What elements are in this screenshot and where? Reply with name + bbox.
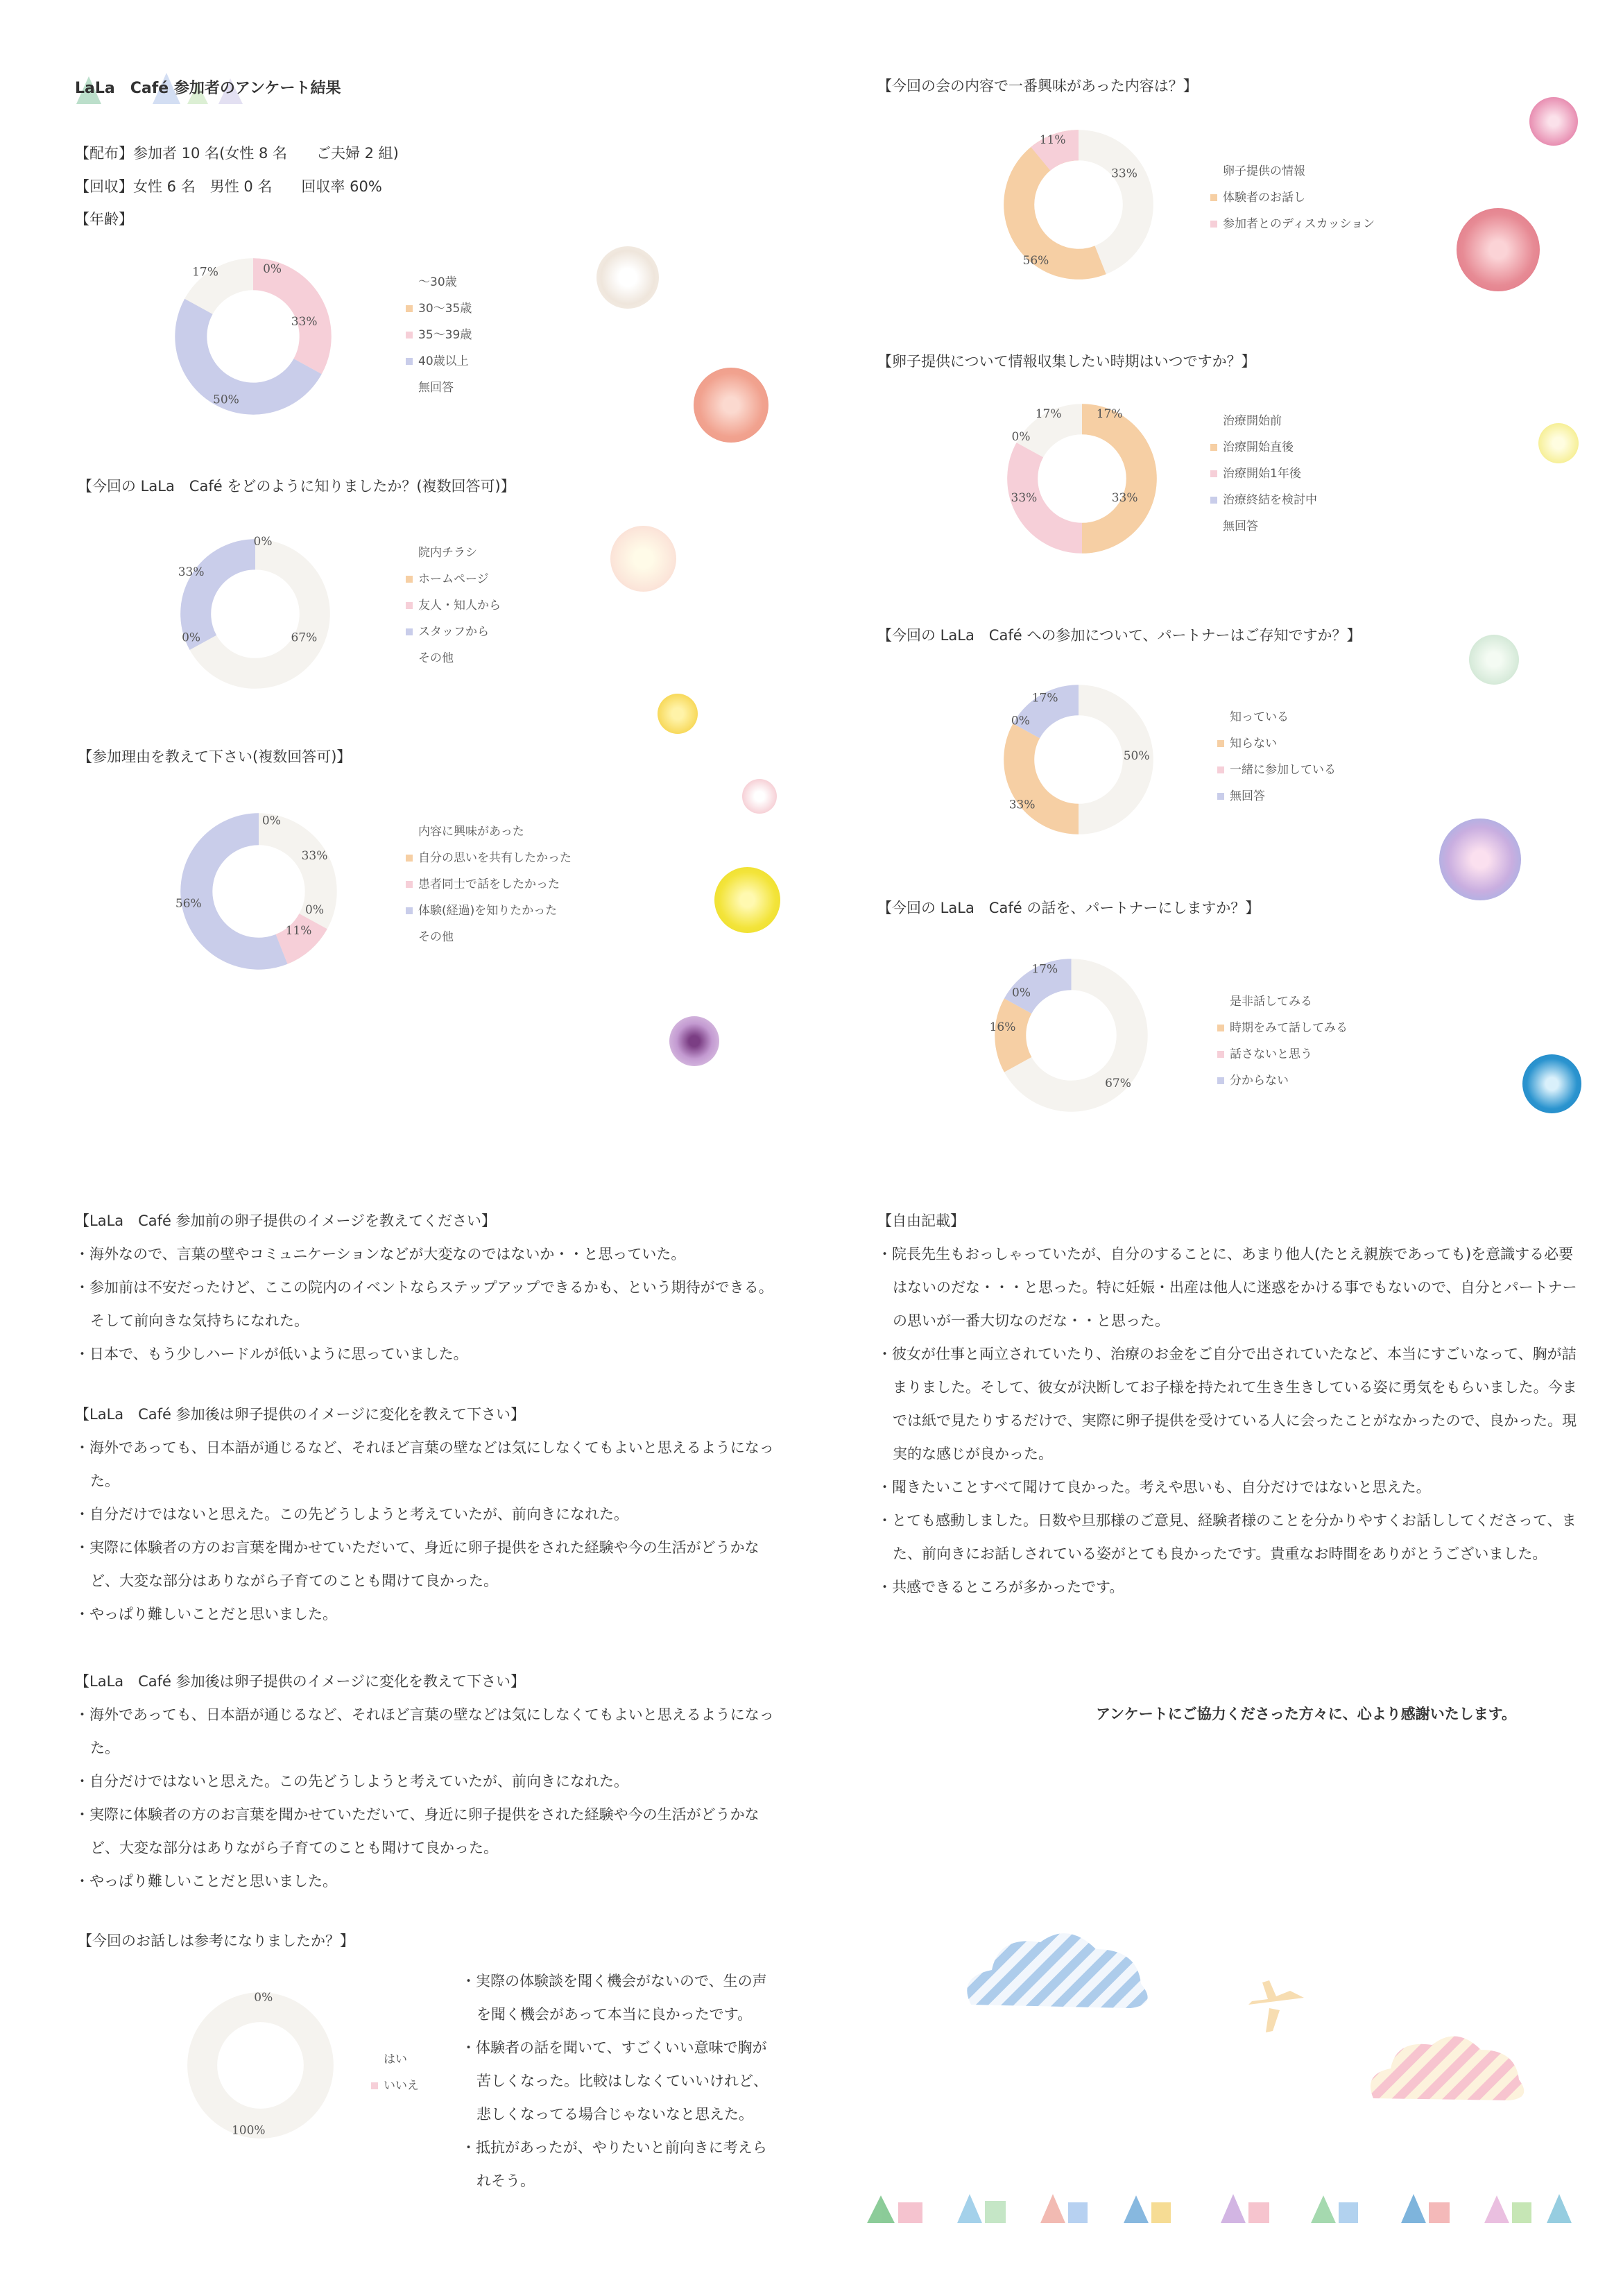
how-known-heading: 【今回の LaLa Café をどのように知りましたか？(複数回答可)】: [78, 478, 515, 495]
legend-label: 治療終結を検討中: [1223, 493, 1317, 507]
legend-item: [1217, 1041, 1348, 1068]
legend-swatch: [1217, 998, 1224, 1005]
age-donut-chart: [173, 257, 333, 416]
decor-circle-magenta: [1529, 97, 1578, 146]
age-heading: 【年齢】: [75, 211, 133, 228]
legend-label: ホームページ: [418, 572, 489, 586]
legend-item: [406, 269, 472, 295]
donut-data-label: 33%: [1011, 491, 1038, 505]
legend-item: [1217, 1068, 1348, 1094]
legend-swatch: [406, 332, 413, 339]
donut-data-label: 0%: [1011, 430, 1031, 444]
after-image-section-2: [75, 1665, 782, 1898]
legend-swatch: [406, 907, 413, 914]
free-comment-item: ・とても感動しました。日数や旦那様のご意見、経験者様のことを分かりやすくお話ししてくださって、また、前向きにお話しされている姿がとても良かったです。貴重なお時間をありがとうございました。: [877, 1512, 1577, 1562]
collection-text: 【回収】女性 6 名 男性 0 名 回収率 60%: [75, 178, 382, 195]
legend-swatch: [406, 279, 413, 286]
legend-swatch: [1210, 418, 1217, 425]
donut-slice: [1040, 145, 1079, 159]
legend-item: [406, 375, 472, 401]
thanks-message: アンケートにご協力くださった方々に、心より感謝いたします。: [1096, 1706, 1517, 1722]
cloud-illustration: [957, 1921, 1165, 2019]
legend-label: 体験(経過)を知りたかった: [418, 904, 558, 918]
useful-donut-chart: [186, 1991, 335, 2140]
legend-label: 自分の思いを共有したかった: [418, 851, 572, 865]
legend-swatch: [1217, 1051, 1224, 1058]
free-comment-item: ・院長先生もおっしゃっていたが、自分のすることに、あまり他人(たとえ親族であっても)を意識する必要はないのだな・・・と思った。特に妊娠・出産は他人に迷惑をかける事でもないので、自分とパートナーの思いが一番大切なのだな・・と思った。: [877, 1246, 1577, 1329]
legend-label: 治療開始直後: [1223, 440, 1294, 454]
free-comment-item: ・聞きたいことすべて聞けて良かった。考えや思いも、自分だけではないと思えた。: [877, 1479, 1431, 1496]
decor-circle-pink-small: [742, 779, 777, 814]
timing-legend: [1210, 408, 1317, 540]
legend-swatch: [1217, 740, 1224, 747]
legend-swatch: [406, 628, 413, 635]
legend-label: いいえ: [384, 2079, 419, 2093]
decor-circle-purple-flower: [669, 1016, 719, 1066]
legend-label: はい: [384, 2053, 407, 2066]
distribution-text: 【配布】参加者 10 名(女性 8 名 ご夫婦 2 組): [75, 145, 399, 162]
free-comments-heading: 【自由記載】: [877, 1213, 965, 1229]
legend-item: [406, 819, 572, 845]
timing-heading: 【卵子提供について情報収集したい時期はいつですか？】: [877, 353, 1256, 370]
legend-swatch: [1210, 497, 1217, 504]
decor-circle-lemon: [714, 867, 780, 933]
legend-item: [1217, 704, 1336, 730]
legend-label: 時期をみて話してみる: [1230, 1021, 1348, 1035]
legend-swatch: [406, 576, 413, 583]
legend-item: [1210, 158, 1375, 185]
legend-swatch: [1210, 168, 1217, 175]
legend-swatch: [406, 934, 413, 941]
reason-donut-chart: [175, 812, 338, 971]
donut-data-label: 50%: [213, 393, 239, 407]
useful-comment-item: ・体験者の話を聞いて、すごくいい意味で胸が苦しくなった。比較はしなくていいけれど、悲しくなってる場合じゃないなと思えた。: [461, 2039, 768, 2123]
legend-label: 40歳以上: [418, 354, 469, 368]
legend-item: [1210, 461, 1317, 487]
legend-item: [1210, 513, 1317, 540]
donut-slice: [191, 307, 307, 399]
legend-label: 一緒に参加している: [1230, 763, 1336, 777]
before-image-item: ・参加前は不安だったけど、ここの院内のイベントならステップアップできるかも、という期待ができる。そして前向きな気持ちになれた。: [75, 1279, 773, 1329]
legend-label: 院内チラシ: [418, 546, 477, 560]
useful-comments: [461, 1964, 780, 2198]
decor-circle-blue: [1522, 1054, 1581, 1113]
legend-swatch: [406, 305, 413, 312]
legend-item: [406, 845, 572, 871]
legend-item: [1217, 783, 1336, 809]
legend-swatch: [406, 855, 413, 862]
donut-slice: [196, 829, 282, 953]
after-image-item: ・実際に体験者の方のお言葉を聞かせていただいて、身近に卵子提供をされた経験や今の生活がどうかなど、大変な部分はありながら子育てのことも聞けて良かった。: [75, 1539, 759, 1589]
after-image-item: ・海外であっても、日本語が通じるなど、それほど言葉の壁などは気にしなくてもよいと思えるようになった。: [75, 1439, 774, 1489]
donut-data-label: 0%: [1011, 714, 1030, 728]
legend-label: 無回答: [418, 381, 454, 395]
partner-knows-donut-chart: [1002, 683, 1155, 836]
donut-slice: [1082, 419, 1142, 538]
legend-swatch: [1217, 766, 1224, 773]
useful-heading: 【今回のお話しは参考になりましたか？】: [78, 1933, 354, 1949]
donut-data-label: 17%: [1031, 962, 1058, 977]
donut-data-label: 0%: [253, 535, 273, 549]
legend-swatch: [406, 828, 413, 835]
partner-knows-heading: 【今回の LaLa Café への参加について、パートナーはご存知ですか？】: [877, 627, 1362, 644]
donut-data-label: 17%: [1035, 407, 1062, 421]
donut-data-label: 0%: [261, 814, 281, 828]
donut-slice: [1011, 1006, 1018, 1065]
after-image-heading-2: 【LaLa Café 参加後は卵子提供のイメージに変化を教えて下さい】: [75, 1673, 526, 1690]
legend-swatch: [1210, 444, 1217, 451]
after-image-item: ・海外であっても、日本語が通じるなど、それほど言葉の壁などは気にしなくてもよいと思えるようになった。: [75, 1706, 774, 1756]
donut-slice: [196, 554, 255, 642]
after-image-item: ・実際に体験者の方のお言葉を聞かせていただいて、身近に卵子提供をされた経験や今の生活がどうかなど、大変な部分はありながら子育てのことも聞けて良かった。: [75, 1806, 759, 1856]
donut-data-label: 17%: [192, 265, 218, 280]
legend-label: 知らない: [1230, 737, 1277, 751]
legend-label: 内容に興味があった: [418, 825, 524, 839]
before-image-heading: 【LaLa Café 参加前の卵子提供のイメージを教えてください】: [75, 1213, 497, 1229]
decor-circle-coral: [694, 368, 768, 443]
tell-partner-donut-chart: [989, 957, 1149, 1113]
before-image-section: [75, 1204, 782, 1371]
after-image-item: ・やっぱり難しいことだと思いました。: [75, 1873, 337, 1890]
donut-data-label: 17%: [1096, 407, 1123, 421]
legend-label: 知っている: [1230, 710, 1289, 724]
donut-data-label: 11%: [285, 924, 312, 939]
donut-data-label: 67%: [1105, 1076, 1131, 1090]
legend-swatch: [1210, 194, 1217, 201]
legend-swatch: [371, 2082, 378, 2089]
legend-swatch: [406, 549, 413, 556]
donut-data-label: 0%: [1012, 986, 1031, 1000]
legend-item: [406, 348, 472, 375]
interest-legend: [1210, 158, 1375, 237]
timing-donut-chart: [1006, 402, 1158, 555]
donut-data-label: 100%: [231, 2123, 266, 2138]
after-image-heading: 【LaLa Café 参加後は卵子提供のイメージに変化を教えて下さい】: [75, 1406, 526, 1423]
legend-label: その他: [418, 651, 454, 665]
legend-item: [1217, 757, 1336, 783]
legend-item: [406, 645, 501, 671]
after-image-item: ・自分だけではないと思えた。この先どうしようと考えていたが、前向きになれた。: [75, 1506, 628, 1523]
age-legend: [406, 269, 472, 401]
legend-label: スタッフから: [418, 625, 489, 639]
legend-item: [406, 898, 572, 924]
legend-swatch: [406, 655, 413, 662]
legend-swatch: [406, 602, 413, 609]
legend-item: [406, 592, 501, 619]
legend-label: 患者同士で話をしたかった: [418, 877, 560, 891]
legend-item: [406, 295, 472, 322]
legend-swatch: [1210, 523, 1217, 530]
legend-item: [406, 322, 472, 348]
legend-swatch: [1217, 714, 1224, 721]
legend-item: [1210, 408, 1317, 434]
legend-item: [406, 924, 572, 950]
cloud-illustration-warm: [1363, 2025, 1529, 2109]
decor-circle-lilac: [1439, 819, 1521, 900]
after-image-section: [75, 1398, 782, 1631]
legend-label: 話さないと思う: [1230, 1047, 1312, 1061]
donut-track: [203, 2007, 319, 2124]
donut-data-label: 16%: [989, 1020, 1016, 1034]
legend-swatch: [406, 384, 413, 391]
how-known-legend: [406, 540, 501, 671]
legend-swatch: [1217, 793, 1224, 800]
legend-label: その他: [418, 930, 454, 944]
legend-label: 友人・知人から: [418, 599, 501, 612]
before-image-item: ・海外なので、言葉の壁やコミュニケーションなどが大変なのではないか・・と思っていた。: [75, 1246, 686, 1262]
donut-data-label: 33%: [291, 314, 318, 329]
legend-item: [1217, 988, 1348, 1015]
after-image-item: ・自分だけではないと思えた。この先どうしようと考えていたが、前向きになれた。: [75, 1773, 628, 1790]
reason-legend: [406, 819, 572, 950]
useful-comment-item: ・抵抗があったが、やりたいと前向きに考えられそう。: [461, 2139, 767, 2189]
legend-item: [1210, 211, 1375, 237]
decor-circle-mint: [1469, 635, 1519, 685]
legend-label: 30～35歳: [418, 302, 472, 316]
houses-illustration: [860, 2182, 1595, 2237]
free-comment-item: ・共感できるところが多かったです。: [877, 1579, 1124, 1595]
donut-data-label: 56%: [1022, 253, 1049, 268]
free-comment-item: ・彼女が仕事と両立されていたり、治療のお金をご自分で出されていたなど、本当にすごいなって、胸が詰まりました。そして、彼女が決断してお子様を持たれて生き生きしている姿に勇気をもらいました。今までは紙で見たりするだけで、実際に卵子提供を受けている人に会ったことがなかったので、良かった。現実的な感じが良かった。: [877, 1346, 1577, 1462]
useful-comment-item: ・実際の体験談を聞く機会がないので、生の声を聞く機会があって本当に良かったです。: [461, 1973, 767, 2023]
legend-swatch: [1210, 470, 1217, 477]
decor-circle-beige: [596, 246, 659, 309]
legend-item: [1210, 487, 1317, 513]
legend-swatch: [371, 2056, 378, 2063]
donut-data-label: 17%: [1031, 691, 1058, 705]
legend-label: 治療開始前: [1223, 414, 1282, 428]
legend-swatch: [406, 358, 413, 365]
partner-knows-legend: [1217, 704, 1336, 809]
legend-label: 治療開始1年後: [1223, 467, 1301, 481]
donut-data-label: 0%: [182, 631, 201, 645]
donut-data-label: 33%: [178, 565, 205, 579]
useful-legend: [371, 2046, 419, 2099]
interest-heading: 【今回の会の内容で一番興味があった内容は？】: [877, 78, 1198, 94]
legend-item: [1217, 730, 1336, 757]
airplane-icon: [1242, 1977, 1311, 2039]
tell-partner-legend: [1217, 988, 1348, 1094]
donut-data-label: 50%: [1123, 749, 1150, 763]
how-known-donut-chart: [178, 535, 332, 690]
legend-label: 卵子提供の情報: [1223, 164, 1305, 178]
legend-swatch: [1217, 1077, 1224, 1084]
legend-item: [406, 540, 501, 566]
donut-data-label: 33%: [301, 849, 328, 863]
decor-circle-peach: [610, 526, 676, 592]
legend-label: ～30歳: [418, 275, 457, 289]
legend-label: 35～39歳: [418, 328, 472, 342]
after-image-item: ・やっぱり難しいことだと思いました。: [75, 1606, 337, 1622]
legend-label: 是非話してみる: [1230, 995, 1312, 1009]
decor-circle-rose: [1457, 208, 1540, 291]
donut-data-label: 0%: [263, 262, 282, 276]
free-comments-section: [877, 1204, 1578, 1604]
donut-data-label: 33%: [1111, 166, 1137, 181]
donut-data-label: 33%: [1008, 798, 1036, 812]
legend-item: [406, 566, 501, 592]
legend-item: [371, 2073, 419, 2099]
donut-data-label: 11%: [1039, 133, 1066, 147]
legend-swatch: [1217, 1025, 1224, 1031]
decor-circle-pale-yellow: [1538, 423, 1579, 463]
legend-label: 参加者とのディスカッション: [1223, 217, 1375, 231]
legend-item: [406, 871, 572, 898]
legend-item: [406, 619, 501, 645]
legend-label: 無回答: [1223, 520, 1258, 533]
donut-data-label: 0%: [254, 1991, 273, 2005]
legend-swatch: [406, 881, 413, 888]
legend-item: [1217, 1015, 1348, 1041]
before-image-item: ・日本で、もう少しハードルが低いように思っていました。: [75, 1346, 468, 1362]
legend-item: [1210, 185, 1375, 211]
interest-donut-chart: [1002, 128, 1155, 281]
tell-partner-heading: 【今回の LaLa Café の話を、パートナーにしますか？】: [877, 900, 1260, 916]
reason-heading: 【参加理由を教えて下さい(複数回答可)】: [78, 748, 352, 765]
legend-label: 無回答: [1230, 789, 1265, 803]
decor-circle-yellow: [658, 694, 698, 734]
legend-label: 体験者のお話し: [1223, 191, 1305, 205]
donut-data-label: 0%: [305, 903, 324, 918]
donut-data-label: 67%: [291, 631, 318, 645]
legend-label: 分からない: [1230, 1074, 1289, 1088]
page-title: LaLa Café 参加者のアンケート結果: [75, 80, 341, 97]
legend-swatch: [1210, 221, 1217, 228]
donut-data-label: 56%: [175, 897, 202, 911]
legend-item: [371, 2046, 419, 2073]
legend-item: [1210, 434, 1317, 461]
donut-data-label: 33%: [1111, 491, 1138, 505]
